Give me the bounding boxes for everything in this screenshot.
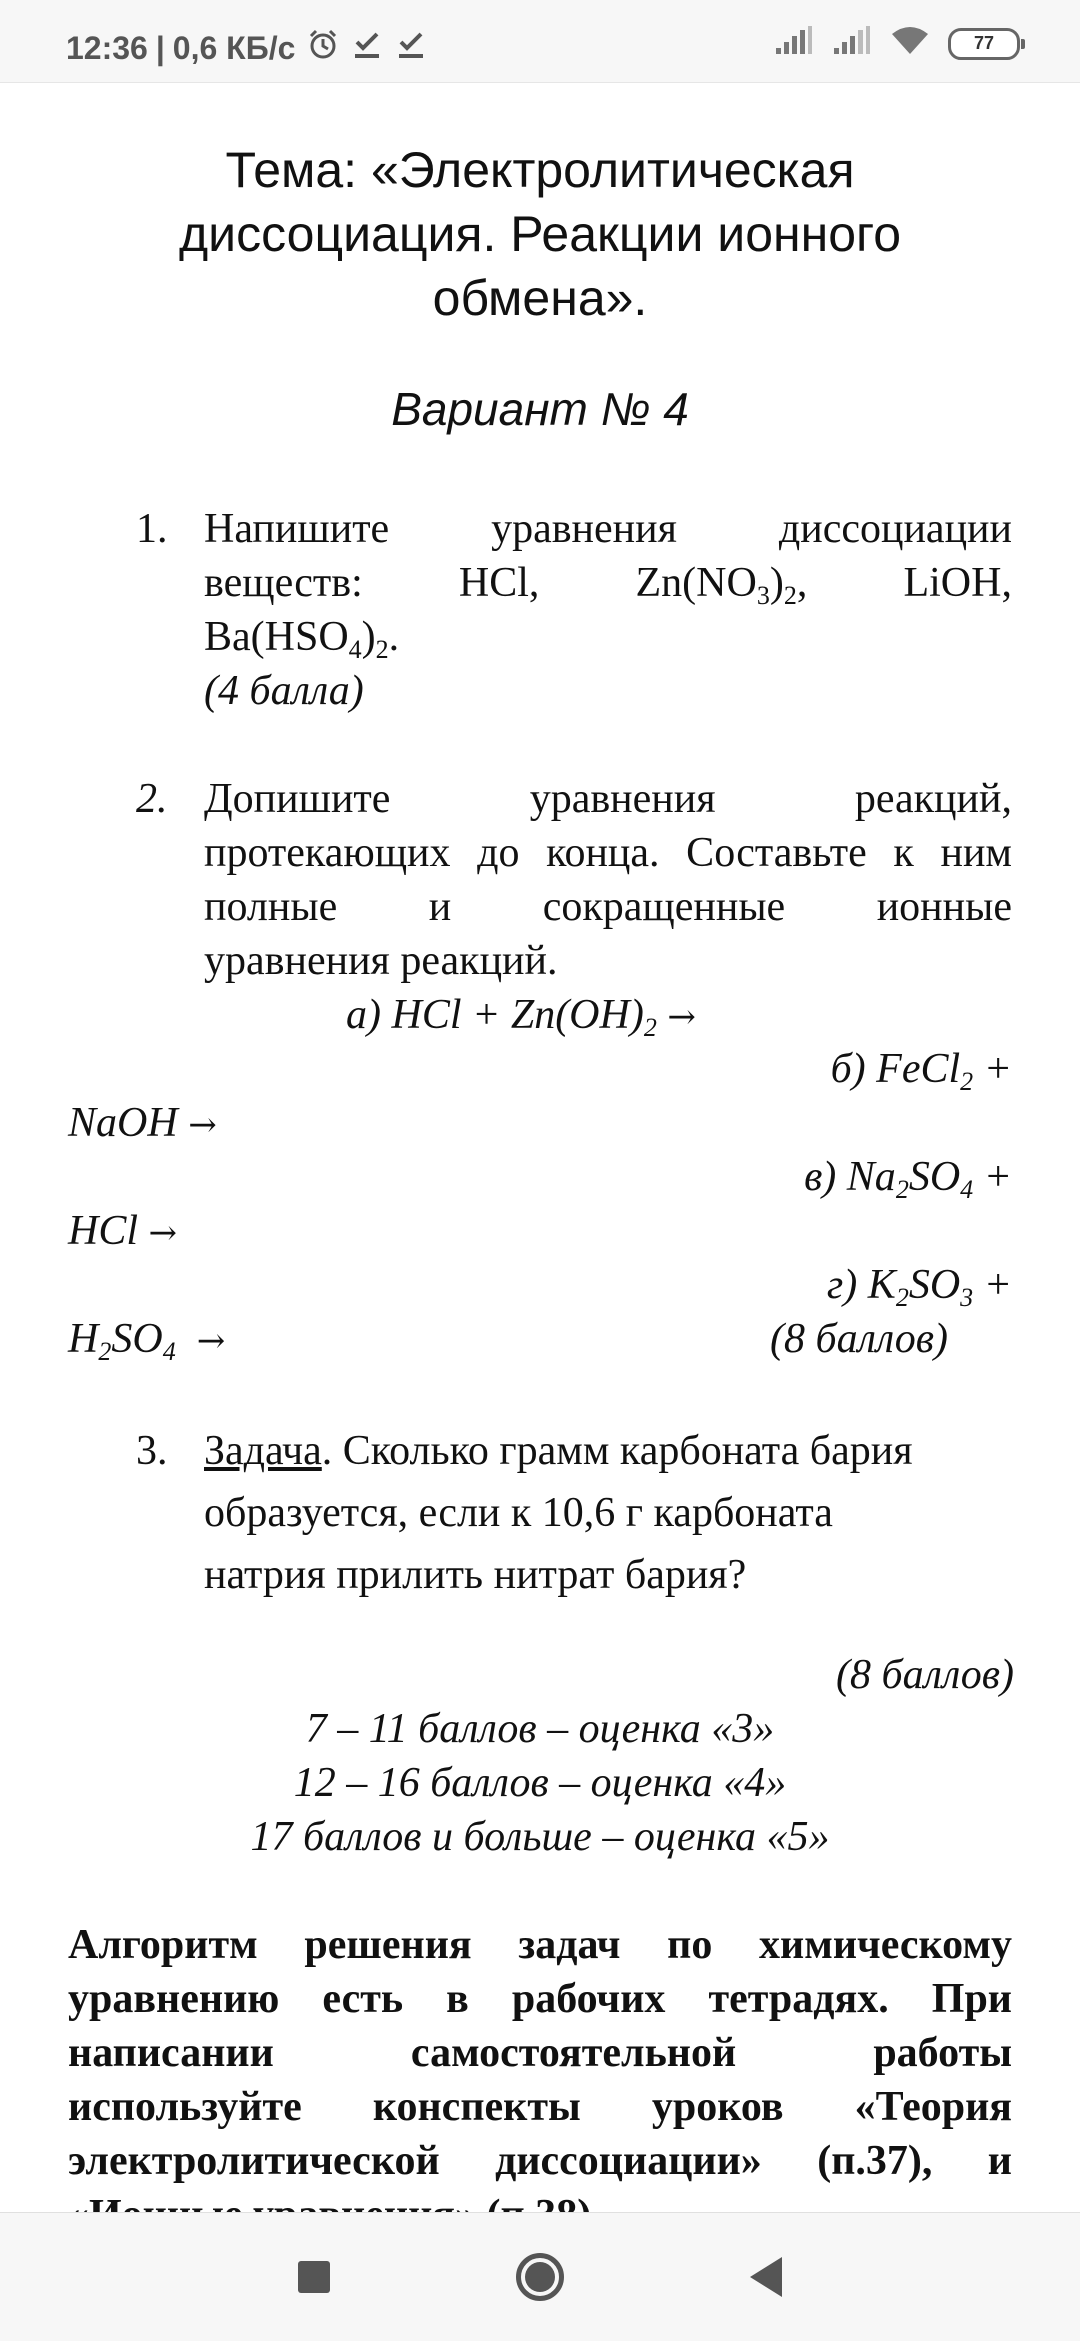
- q2-reaction-v-cont: HCl →: [68, 1208, 178, 1254]
- q2-reaction-a: а) HCl + $Zn(OH)_2$ →: [346, 992, 696, 1042]
- variant-heading: Вариант № 4: [391, 383, 689, 435]
- q2-reaction-v: в) $Na_2SO_4$ +: [804, 1154, 1012, 1204]
- algo-line-3: написании самостоятельной работы: [68, 2030, 1012, 2076]
- q2-line-4: уравнения реакций.: [204, 938, 558, 984]
- algo-line-5: электролитической диссоциации» (п.37), и: [68, 2138, 1012, 2184]
- q3-task-label: Задача: [204, 1428, 322, 1474]
- q2-reaction-g: г) $K_2SO_3$ +: [826, 1262, 1012, 1312]
- back-button[interactable]: [740, 2251, 792, 2303]
- q2-line-3: полные и сокращенные ионные: [204, 884, 1012, 930]
- q1-points: (4 балла): [204, 668, 364, 714]
- q2-points: (8 баллов): [770, 1316, 948, 1362]
- alarm-icon: [307, 28, 339, 68]
- q1-number: 1.: [136, 506, 168, 552]
- q3-number: 3.: [136, 1428, 168, 1474]
- signal-icon: [832, 26, 872, 61]
- grade-4: 12 – 16 баллов – оценка «4»: [293, 1760, 787, 1806]
- document-title: Тема: «Электролитическая диссоциация. Реакции ионного обмена».: [178, 142, 902, 326]
- home-icon: [516, 2253, 564, 2301]
- q3-points: (8 баллов): [836, 1652, 1014, 1698]
- battery-level: 77: [973, 33, 995, 53]
- q3-line-3: натрия прилить нитрат бария?: [204, 1552, 747, 1598]
- q1-line-3: $Ba(HSO_4)_2$.: [204, 614, 400, 664]
- recents-button[interactable]: [288, 2251, 340, 2303]
- algo-line-4: используйте конспекты уроков «Теория: [68, 2084, 1012, 2130]
- grade-5: 17 баллов и больше – оценка «5»: [250, 1814, 830, 1860]
- q3-line-1: Задача. Сколько грамм карбоната бария: [204, 1428, 913, 1474]
- back-icon: [750, 2257, 782, 2297]
- q2-line-2: протекающих до конца. Составьте к ним: [204, 830, 1012, 876]
- algo-line-2: уравнению есть в рабочих тетрадях. При: [68, 1976, 1012, 2022]
- q2-reaction-b: б) FeCl$_2$ +: [830, 1046, 1012, 1096]
- separator: |: [155, 29, 165, 66]
- document-view[interactable]: [0, 82, 1080, 2212]
- status-bar: [0, 0, 1080, 83]
- algo-line-1: Алгоритм решения задач по химическому: [68, 1922, 1012, 1968]
- clock: 12:36: [66, 29, 148, 66]
- network-speed: 0,6 КБ/с: [172, 29, 296, 66]
- signal-icon: [774, 26, 814, 61]
- battery-icon: [948, 28, 1020, 60]
- q2-reaction-b-cont: NaOH →: [68, 1100, 217, 1146]
- q1-line-1: Напишите уравнения диссоциации: [204, 506, 1012, 552]
- q2-number: 2.: [136, 776, 168, 822]
- check-download-icon: [351, 28, 383, 68]
- home-button[interactable]: [514, 2251, 566, 2303]
- q2-reaction-g-cont: $H_2SO_4$ →: [68, 1316, 226, 1366]
- q1-line-2: веществ: HCl, $Zn(NO_3)_2$, LiOH,: [204, 560, 1012, 610]
- q2-line-1: Допишите уравнения реакций,: [204, 776, 1012, 822]
- navigation-bar: [0, 2212, 1080, 2341]
- wifi-icon: [890, 26, 930, 61]
- recents-icon: [298, 2261, 330, 2293]
- q3-line-2: образуется, если к 10,6 г карбоната: [204, 1490, 833, 1536]
- check-download-icon: [395, 28, 427, 68]
- grade-3: 7 – 11 баллов – оценка «3»: [305, 1706, 775, 1752]
